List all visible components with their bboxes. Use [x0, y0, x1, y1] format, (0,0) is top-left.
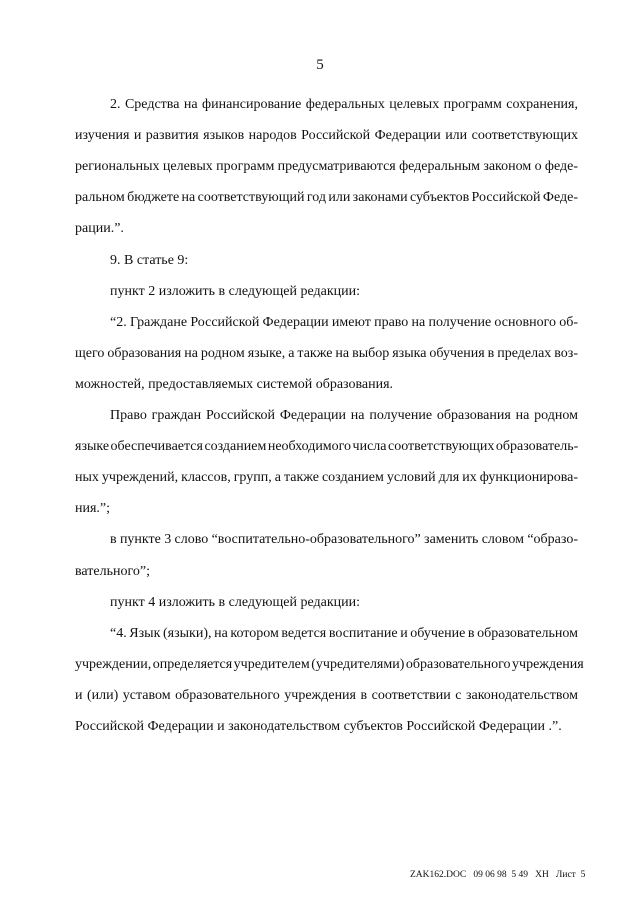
text-line: учреждении, определяется учредителем (учредителями) образовательного учреждения — [75, 656, 584, 672]
page-footer: ZAK162.DOC 09 06 98 5 49 XH Лист 5 — [410, 870, 586, 880]
text-line: “4. Язык (языки), на котором ведется воспитание и обучение в образовательном — [110, 625, 578, 641]
text-line: Российской Федерации и законодательством субъектов Российской Федерации .”. — [75, 719, 562, 734]
text-line: в пункте 3 слово “воспитательно-образовательного” заменить словом “образо- — [110, 532, 578, 548]
text-line: вательного”; — [75, 563, 150, 579]
text-line: пункт 2 изложить в следующей редакции: — [110, 283, 360, 299]
text-line: щего образования на родном языке, а также на выбор языка обучения в пределах воз- — [75, 345, 578, 361]
text-line: можностей, предоставляемых системой образования. — [75, 376, 394, 392]
text-line: региональных целевых программ предусматриваются федеральным законом о феде- — [75, 159, 578, 175]
text-line: рации.”. — [75, 221, 124, 237]
text-line: ральном бюджете на соответствующий год или законами субъектов Российской Феде- — [75, 190, 578, 206]
text-line: “2. Граждане Российской Федерации имеют право на получение основного об- — [110, 314, 578, 330]
text-line: и (или) уставом образовательного учреждения в соответствии с законодательством — [75, 687, 578, 703]
text-line: языке обеспечивается созданием необходимого числа соответствующих образователь- — [75, 439, 579, 455]
page-number: 5 — [316, 57, 324, 73]
text-line: ния.”; — [75, 501, 111, 517]
text-line: 9. В статье 9: — [110, 252, 189, 268]
text-line: изучения и развития языков народов Российской Федерации или соответствующих — [75, 128, 578, 144]
text-line: 2. Средства на финансирование федеральных целевых программ сохранения, — [110, 97, 578, 112]
text-line: пункт 4 изложить в следующей редакции: — [110, 594, 360, 610]
text-line: Право граждан Российской Федерации на получение образования на родном — [110, 408, 578, 423]
text-line: ных учреждений, классов, групп, а также созданием условий для их функционирова- — [75, 470, 578, 486]
